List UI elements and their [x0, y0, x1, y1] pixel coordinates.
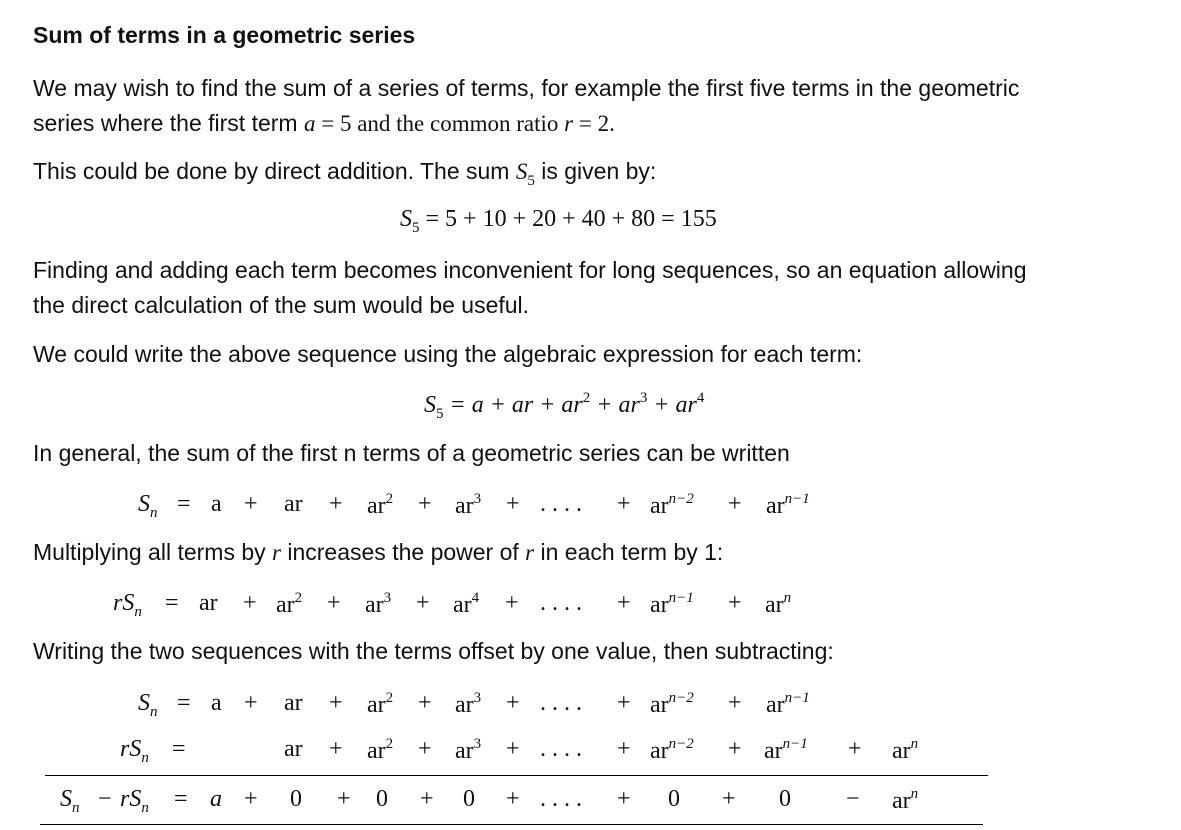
math-base: ar: [365, 592, 384, 618]
math-term: ar: [284, 690, 303, 716]
math-term: a: [211, 491, 222, 517]
math-base: ar: [650, 738, 669, 764]
math-subscript: n: [72, 800, 80, 816]
math-term: ar: [284, 491, 303, 517]
equation-rsn: [0, 590, 1181, 630]
math-term: [453, 590, 479, 619]
paragraph-inconvenient-line2: the direct calculation of the sum would be useful.: [33, 292, 530, 318]
math-term: [892, 736, 918, 765]
math-S-letter: S: [138, 690, 150, 716]
math-plus: +: [848, 736, 862, 762]
math-exponent: n−1: [782, 736, 808, 752]
math-equals: =: [177, 690, 191, 716]
math-equals: =: [174, 786, 188, 812]
math-term: ar: [199, 590, 218, 616]
math-rS-letters: rS: [120, 736, 142, 762]
math-exponent: 4: [471, 590, 480, 606]
math-S: S: [424, 392, 436, 418]
math-zero: 0: [376, 786, 388, 812]
math-minus: −: [846, 786, 860, 812]
math-zero: 0: [779, 786, 791, 812]
math-term: [367, 736, 393, 765]
math-subscript: 5: [412, 220, 420, 236]
math-zero: 0: [290, 786, 302, 812]
paragraph-intro-line2: [33, 106, 615, 141]
math-dots: . . . .: [540, 590, 582, 616]
math-expression: + ar: [590, 392, 640, 418]
section-title: Sum of terms in a geometric series: [33, 22, 416, 48]
math-exponent: n−2: [668, 690, 694, 706]
math-rS: [120, 786, 149, 817]
math-plus: +: [505, 590, 519, 616]
math-plus: +: [327, 590, 341, 616]
math-term: [650, 590, 694, 619]
math-expression: = a + ar + ar: [443, 392, 583, 418]
math-S: [138, 690, 158, 721]
math-exponent: n−2: [668, 736, 694, 752]
math-S-letter: S: [60, 786, 72, 812]
math-base: ar: [765, 592, 784, 618]
math-term: [650, 491, 694, 520]
math-text: = 5 and the common ratio: [315, 111, 565, 136]
math-term: a: [211, 690, 222, 716]
math-plus: +: [506, 491, 520, 517]
math-plus: +: [617, 690, 631, 716]
math-dots: . . . .: [540, 736, 582, 762]
math-base: ar: [455, 493, 474, 519]
math-term: ar: [284, 736, 303, 762]
math-plus: +: [418, 491, 432, 517]
paragraph-direct-addition: [33, 154, 656, 199]
math-plus: +: [337, 786, 351, 812]
equation-s5-algebraic: [424, 390, 704, 423]
math-dots: . . . .: [540, 491, 582, 517]
math-rS: [120, 736, 149, 767]
math-plus: +: [728, 690, 742, 716]
text: series where the first term: [33, 110, 298, 136]
math-exponent: 2: [385, 736, 394, 752]
math-plus: +: [728, 736, 742, 762]
paragraph-general: In general, the sum of the first n terms of a geometric series can be written: [33, 440, 790, 466]
math-base: ar: [453, 592, 472, 618]
math-equals: =: [172, 736, 186, 762]
math-term: [367, 491, 393, 520]
text: in each term by 1:: [534, 539, 724, 565]
math-subscript: n: [150, 704, 158, 720]
math-zero: 0: [668, 786, 680, 812]
math-term: [764, 736, 808, 765]
equation-s5-numeric: [400, 206, 717, 237]
math-exponent: n: [910, 736, 919, 752]
math-base: ar: [367, 493, 386, 519]
math-exponent: n−1: [784, 491, 810, 507]
equation-sn-row1: [0, 491, 1181, 531]
math-plus: +: [416, 590, 430, 616]
math-equals: =: [177, 491, 191, 517]
math-term: [650, 736, 694, 765]
math-equals: =: [165, 590, 179, 616]
math-subscript: 5: [436, 406, 444, 422]
text: increases the power of: [280, 539, 526, 565]
math-exponent: n−1: [668, 590, 694, 606]
paragraph-algebraic: We could write the above sequence using the algebraic expression for each term:: [33, 341, 863, 367]
math-term: [276, 590, 302, 619]
math-term: [765, 590, 791, 619]
math-plus: +: [244, 786, 258, 812]
math-plus: +: [728, 590, 742, 616]
math-plus: +: [506, 736, 520, 762]
math-exponent: 3: [473, 491, 482, 507]
math-exponent: 2: [582, 390, 591, 406]
math-r: r: [564, 111, 574, 136]
equation-rsn-offset: [0, 736, 1181, 776]
paragraph-intro-line1: We may wish to find the sum of a series of terms, for example the first five terms in the geometric: [33, 75, 1020, 101]
math-base: ar: [455, 738, 474, 764]
math-term: [365, 590, 391, 619]
math-dots: . . . .: [540, 786, 582, 812]
math-plus: +: [244, 491, 258, 517]
math-base: ar: [367, 692, 386, 718]
math-rS-letters: rS: [120, 786, 142, 812]
math-r: r: [272, 540, 281, 565]
math-base: ar: [766, 493, 785, 519]
math-plus: +: [722, 786, 736, 812]
math-base: ar: [892, 738, 911, 764]
math-expression: = 5 + 10 + 20 + 40 + 80 = 155: [419, 206, 717, 232]
math-exponent: n−1: [784, 690, 810, 706]
math-term: [892, 786, 918, 815]
math-rS: [113, 590, 142, 621]
math-term: [650, 690, 694, 719]
math-exponent: 3: [383, 590, 392, 606]
math-plus: +: [243, 590, 257, 616]
math-r: r: [525, 540, 535, 565]
math-base: ar: [367, 738, 386, 764]
math-term: [766, 491, 810, 520]
math-plus: +: [418, 736, 432, 762]
math-base: ar: [766, 692, 785, 718]
math-a: a: [303, 111, 316, 136]
math-S: [138, 491, 158, 522]
math-S: S: [515, 159, 528, 184]
math-term: [766, 690, 810, 719]
math-subscript: n: [134, 604, 142, 620]
math-text: = 2.: [573, 111, 615, 136]
math-plus: +: [329, 491, 343, 517]
math-exponent: 4: [696, 390, 705, 406]
math-exponent: 2: [385, 690, 394, 706]
math-base: ar: [455, 692, 474, 718]
math-subscript: n: [141, 750, 149, 766]
math-S: [60, 786, 80, 817]
paragraph-offset: Writing the two sequences with the terms offset by one value, then subtracting:: [33, 638, 834, 664]
math-plus: +: [244, 690, 258, 716]
text: Multiplying all terms by: [33, 539, 273, 565]
math-plus: +: [418, 690, 432, 716]
text: is given by:: [534, 158, 657, 184]
math-exponent: 2: [385, 491, 394, 507]
math-exponent: n: [910, 786, 919, 802]
subtraction-rule-top: [45, 775, 988, 776]
math-term: a: [210, 786, 222, 812]
math-plus: +: [329, 736, 343, 762]
math-plus: +: [506, 786, 520, 812]
math-term: [455, 690, 481, 719]
math-S: S: [400, 206, 412, 232]
math-base: ar: [650, 493, 669, 519]
math-plus: +: [617, 736, 631, 762]
math-plus: +: [329, 690, 343, 716]
math-base: ar: [764, 738, 783, 764]
math-expression: + ar: [647, 392, 697, 418]
math-exponent: 3: [473, 736, 482, 752]
math-exponent: n: [783, 590, 792, 606]
math-plus: +: [728, 491, 742, 517]
math-base: ar: [650, 692, 669, 718]
math-term: [455, 491, 481, 520]
math-exponent: n−2: [668, 491, 694, 507]
math-plus: +: [617, 491, 631, 517]
math-base: ar: [892, 788, 911, 814]
math-term: [367, 690, 393, 719]
math-subscript: 5: [527, 173, 535, 189]
math-exponent: 2: [294, 590, 303, 606]
text: This could be done by direct addition. The sum: [33, 158, 516, 184]
math-subscript: n: [150, 505, 158, 521]
math-plus: +: [617, 590, 631, 616]
math-plus: +: [506, 690, 520, 716]
math-zero: 0: [463, 786, 475, 812]
math-base: ar: [650, 592, 669, 618]
math-exponent: 3: [473, 690, 482, 706]
math-rS-letters: rS: [113, 590, 135, 616]
equation-difference: [0, 786, 1181, 826]
math-base: ar: [276, 592, 295, 618]
math-plus: +: [617, 786, 631, 812]
math-S-letter: S: [138, 491, 150, 517]
math-subscript: n: [141, 800, 149, 816]
subtraction-rule-bottom: [40, 824, 983, 825]
math-dots: . . . .: [540, 690, 582, 716]
math-exponent: 3: [639, 390, 648, 406]
math-plus: +: [420, 786, 434, 812]
math-minus: −: [98, 786, 112, 812]
equation-sn-row2: [0, 690, 1181, 730]
paragraph-multiplying: [33, 535, 723, 570]
paragraph-inconvenient-line1: Finding and adding each term becomes inconvenient for long sequences, so an equation allowing: [33, 257, 1027, 283]
math-term: [455, 736, 481, 765]
